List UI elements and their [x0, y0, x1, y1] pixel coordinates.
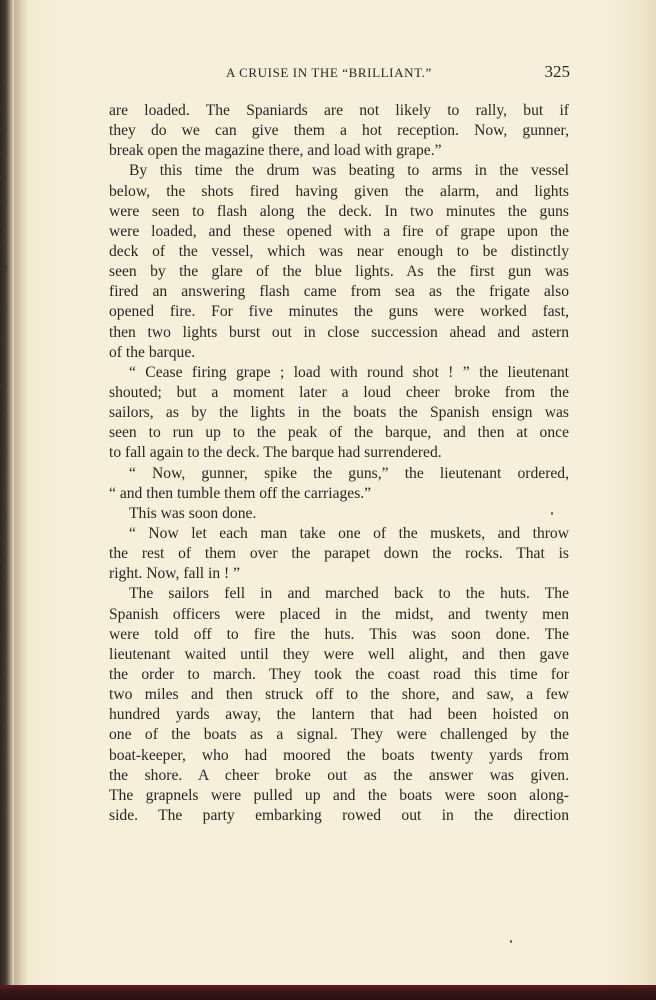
text-line: “ Now let each man take one of the muskets, and throw	[129, 524, 569, 542]
paper-speck	[551, 512, 553, 515]
facing-page-fragment: se,	[0, 468, 5, 480]
text-line: are loaded. The Spaniards are not likely to rally, but if	[109, 102, 569, 119]
facing-page-fragment: wer	[0, 262, 8, 274]
facing-page-fragment: try	[0, 532, 6, 544]
text-line: were seen to flash along the deck. In two minutes the guns	[109, 202, 569, 220]
facing-page-fragment: ms	[0, 554, 6, 566]
facing-page-fragment: ter-	[0, 148, 7, 160]
text-line: right. Now, fall in ! ”	[109, 565, 241, 583]
binding-shadow	[14, 0, 28, 1000]
text-line: below, the shots fired having given the alarm, and lights	[109, 182, 569, 200]
text-line: This was soon done.	[129, 504, 257, 522]
text-line: The grapnels were pulled up and the boats were soon along-	[109, 786, 569, 804]
facing-page-fragment: e a	[0, 446, 6, 458]
text-line: the rest of them over the parapet down the rocks. That is	[109, 545, 569, 563]
text-line: to fall again to the deck. The barque had surrendered.	[109, 444, 442, 462]
facing-page-fragment: out	[0, 510, 7, 522]
text-line: the shore. A cheer broke out as the answer was given.	[109, 766, 569, 784]
text-line: side. The party embarking rowed out in the direction	[109, 806, 569, 824]
text-line: By this time the drum was beating to arms in the vessel	[129, 162, 569, 180]
text-line: seen by the glare of the blue lights. As the first gun was	[109, 263, 569, 281]
facing-page-fragment: le	[0, 694, 4, 706]
facing-page-fragment: of	[0, 716, 4, 728]
facing-page-fragment: s;	[0, 650, 3, 662]
text-line: seen to run up to the peak of the barque, and then at once	[109, 424, 569, 442]
text-line: opened fire. For five minutes the guns were worked fast,	[109, 303, 569, 321]
facing-page-fragment: his	[0, 240, 6, 252]
facing-page-fragment: so-	[0, 424, 6, 436]
text-line: hundred yards away, the lantern that had been hoisted on	[109, 706, 569, 724]
text-line: boat-keeper, who had moored the boats twenty yards from	[109, 746, 569, 764]
text-line: “ Now, gunner, spike the guns,” the lieutenant ordered,	[129, 464, 569, 482]
text-line: Spanish officers were placed in the midst, and twenty men	[109, 605, 569, 623]
running-head	[108, 62, 570, 84]
text-line: deck of the vessel, which was near enough to be distinctly	[109, 242, 569, 260]
facing-page-fragment: ith	[0, 332, 5, 344]
text-line: then two lights burst out in close succession ahead and astern	[109, 323, 569, 341]
facing-page-fragment: ey	[0, 672, 5, 684]
text-line: sailors, as by the lights in the boats the Spanish ensign was	[109, 404, 569, 422]
facing-page-fragment: ho	[0, 102, 5, 114]
text-line: “ Cease firing grape ; load with round shot ! ” the lieutenant	[129, 363, 569, 381]
facing-page-fragment: the	[0, 172, 6, 184]
text-line: “ and then tumble them off the carriages.”	[109, 484, 372, 502]
facing-page-fragment: n if	[0, 124, 7, 136]
book-bottom-edge	[0, 985, 656, 1000]
facing-page-fragment: the	[0, 380, 6, 392]
facing-page-fragment: he	[0, 490, 5, 502]
text-line: were told off to fire the huts. This was soon done. The	[109, 625, 569, 643]
text-line: break open the magazine there, and load with grape.”	[109, 142, 442, 160]
text-line: shouted; but a moment later a loud cheer broke from the	[109, 383, 569, 401]
facing-page-fragment: off	[0, 576, 6, 588]
text-line: were loaded, and these opened with a fire of grape upon the	[109, 222, 569, 240]
facing-page-fragment: o	[0, 738, 3, 750]
text-line: two miles and then struck off to the shore, and saw, a few	[109, 686, 569, 704]
facing-page-edge	[0, 80, 14, 820]
page-number: 325	[544, 62, 570, 81]
text-line: The sailors fell in and marched back to the huts. The	[129, 585, 569, 603]
body-text	[109, 101, 569, 826]
facing-page-fragment: go	[0, 628, 5, 640]
paper-speck	[510, 940, 512, 943]
text-line: of the barque.	[109, 343, 196, 361]
text-line: the order to march. They took the coast road this time for	[109, 665, 569, 683]
facing-page-fragment: ers	[0, 218, 6, 230]
facing-page-fragment: nel	[0, 302, 6, 314]
facing-page-fragment: dy	[0, 80, 5, 92]
facing-page-fragment: or-	[0, 402, 6, 414]
facing-page-fragment: ad	[0, 598, 5, 610]
facing-page-fragment: ave	[0, 196, 7, 208]
text-line: fired an answering flash came from sea as the frigate also	[109, 283, 569, 301]
running-head-title: A CRUISE IN THE “BRILLIANT.”	[226, 65, 432, 80]
text-line: they do we can give them a hot reception. Now, gunner,	[109, 122, 569, 140]
text-line: lieutenant waited until they were well alight, and then gave	[109, 645, 569, 663]
text-line: one of the boats as a signal. They were challenged by the	[109, 726, 569, 744]
facing-page-fragment: at	[0, 760, 4, 772]
facing-page-fragment: s	[0, 802, 2, 814]
